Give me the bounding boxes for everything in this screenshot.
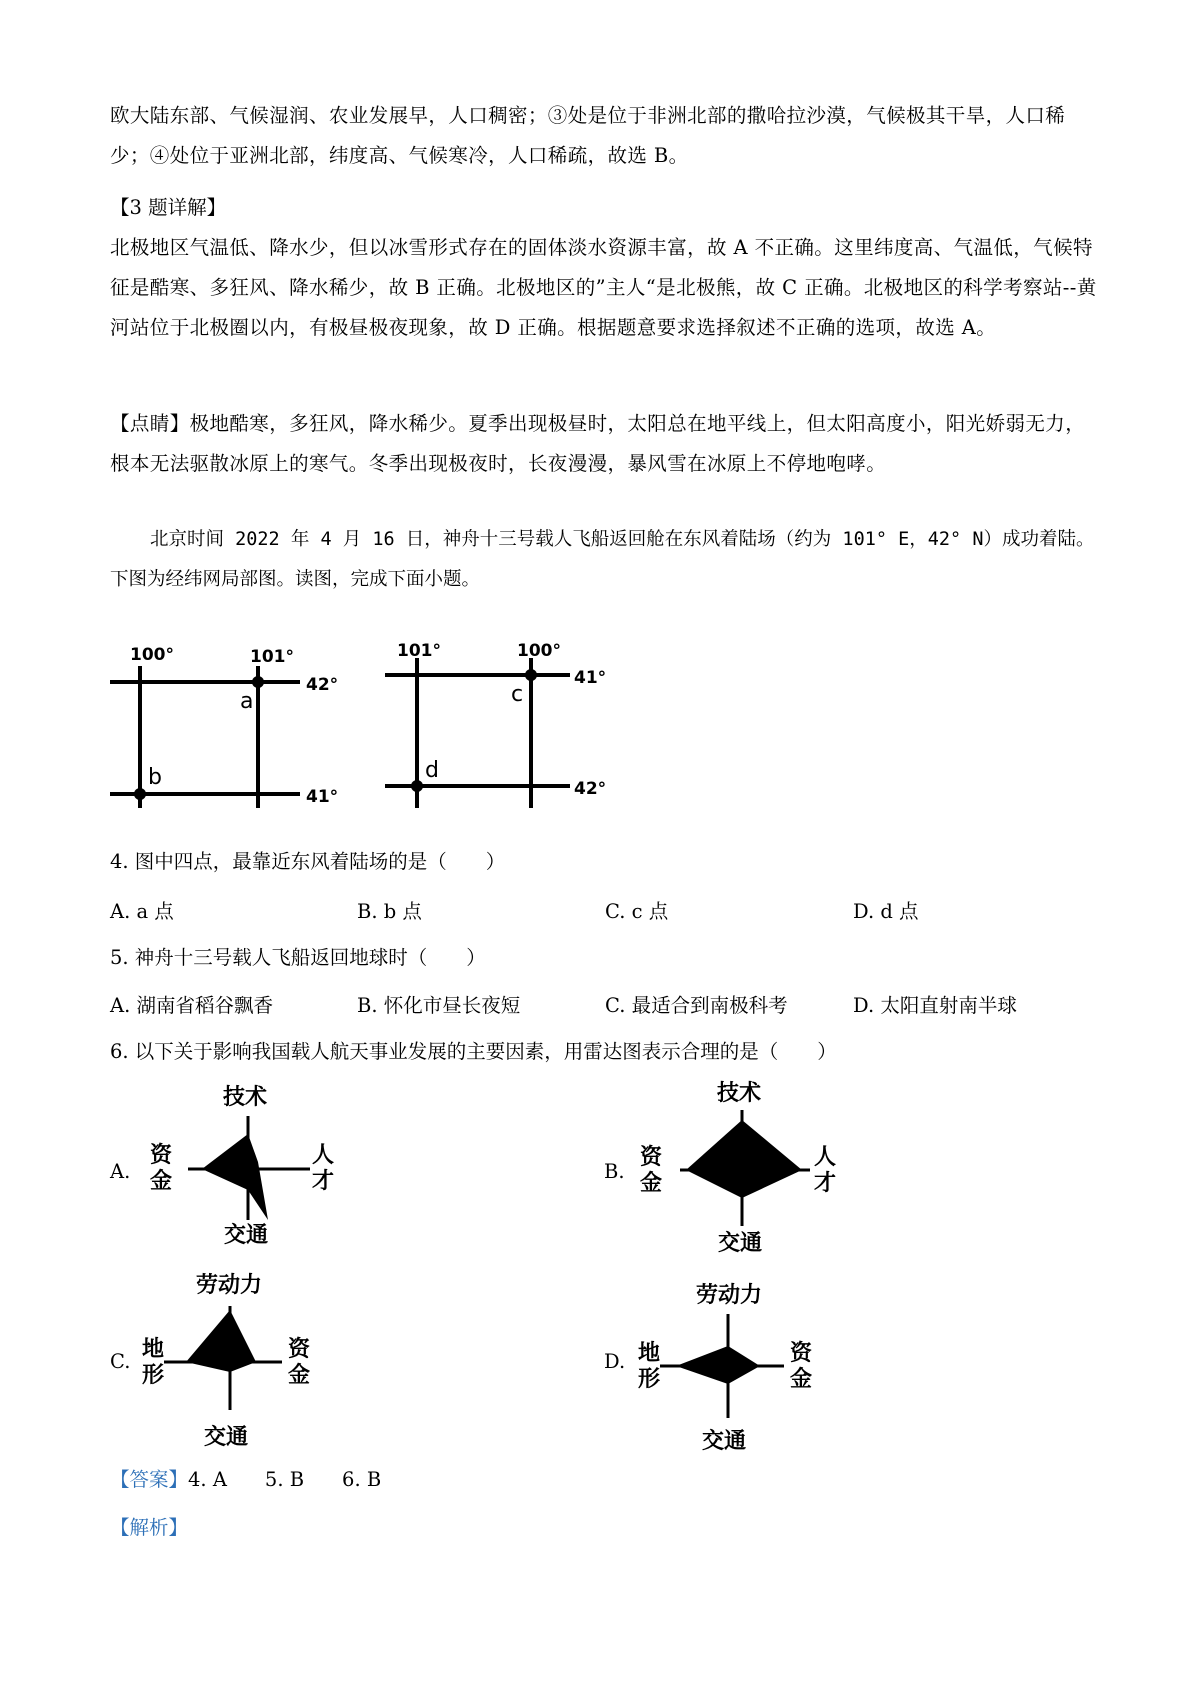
radar-chart-c bbox=[140, 1270, 340, 1450]
radar-d-left-1: 地 bbox=[638, 1341, 661, 1366]
answer-label: 【答案】 bbox=[110, 1468, 189, 1491]
radar-c-bottom: 交通 bbox=[204, 1425, 249, 1450]
radar-a-left-1: 资 bbox=[150, 1143, 173, 1168]
q5-option-a: A. 湖南省稻谷飘香 bbox=[110, 994, 273, 1017]
radar-chart-b bbox=[634, 1078, 844, 1258]
q4-option-d: D. d 点 bbox=[853, 900, 919, 923]
radar-a-top: 技术 bbox=[223, 1085, 268, 1110]
radar-b-top: 技术 bbox=[717, 1081, 762, 1106]
radar-c-left-2: 形 bbox=[142, 1363, 165, 1388]
q3-explanation: 北极地区气温低、降水少，但以冰雪形式存在的固体淡水资源丰富，故 A 不正确。这里纬度高、气温低，气候特征是酷寒、多狂风、降水稀少，故 B 正确。北极地区的”主人“是北极熊，故 C 正确。北极地区的科学考察站--黄河站位于北极圈以内，有极昼极夜现象，故 D 正确。根据题意要求选择叙述不正确的选项，故选 A。 bbox=[110, 236, 1097, 339]
lat-lon-grid-1 bbox=[110, 638, 350, 808]
radar-c-top: 劳动力 bbox=[196, 1273, 263, 1298]
radar-chart-a bbox=[140, 1082, 340, 1252]
q4-stem: 4. 图中四点，最靠近东风着陆场的是（ ） bbox=[110, 850, 506, 873]
q3-heading: 【3 题详解】 bbox=[110, 196, 227, 219]
radar-d-letter: D. bbox=[604, 1350, 626, 1373]
radar-d-right-1: 资 bbox=[790, 1341, 813, 1366]
radar-a-left-2: 金 bbox=[150, 1169, 173, 1194]
grid2-lon-left: 101° bbox=[397, 641, 441, 661]
radar-d-bottom: 交通 bbox=[702, 1429, 747, 1454]
answer-6: 6. B bbox=[342, 1468, 382, 1491]
point-b-label: b bbox=[148, 765, 162, 790]
point-c-label: c bbox=[511, 682, 524, 707]
q5-option-c: C. 最适合到南极科考 bbox=[605, 994, 788, 1017]
grid1-lon-left: 100° bbox=[130, 645, 174, 665]
radar-a-bottom: 交通 bbox=[224, 1223, 269, 1248]
radar-a-right-1: 人 bbox=[312, 1143, 335, 1168]
radar-b-bottom: 交通 bbox=[718, 1231, 763, 1256]
question-stem: 北京时间 2022 年 4 月 16 日，神舟十三号载人飞船返回舱在东风着陆场（约为 101° E，42° N）成功着陆。下图为经纬网局部图。读图，完成下面小题。 bbox=[110, 529, 1095, 590]
point-a-label: a bbox=[240, 689, 254, 714]
q4-option-b: B. b 点 bbox=[357, 900, 422, 923]
point-d-label: d bbox=[425, 758, 439, 783]
q4-option-c: C. c 点 bbox=[605, 900, 669, 923]
radar-b-right-1: 人 bbox=[814, 1145, 837, 1170]
answer-line bbox=[110, 1464, 381, 1492]
q4-option-a: A. a 点 bbox=[110, 900, 174, 923]
radar-a-right-2: 才 bbox=[312, 1169, 335, 1194]
radar-b-right-2: 才 bbox=[814, 1171, 837, 1196]
dianjing-note: 【点睛】极地酷寒，多狂风，降水稀少。夏季出现极昼时，太阳总在地平线上，但太阳高度小，阳光娇弱无力，根本无法驱散冰原上的寒气。冬季出现极夜时，长夜漫漫，暴风雪在冰原上不停地咆哮。 bbox=[110, 412, 1086, 475]
answer-5: 5. B bbox=[264, 1468, 305, 1491]
radar-b-letter: B. bbox=[604, 1160, 625, 1183]
q6-stem: 6. 以下关于影响我国载人航天事业发展的主要因素，用雷达图表示合理的是（ ） bbox=[110, 1040, 837, 1063]
radar-c-right-1: 资 bbox=[288, 1337, 311, 1362]
radar-c-right-2: 金 bbox=[288, 1363, 311, 1388]
lat-lon-grid-2 bbox=[385, 638, 625, 808]
grid2-lat-top: 41° bbox=[574, 668, 607, 688]
analysis-label: 【解析】 bbox=[110, 1516, 189, 1539]
q5-option-d: D. 太阳直射南半球 bbox=[853, 994, 1017, 1017]
grid1-lat-bottom: 41° bbox=[306, 787, 339, 807]
grid2-lon-right: 100° bbox=[517, 641, 561, 661]
radar-d-right-2: 金 bbox=[790, 1367, 813, 1392]
q5-stem: 5. 神舟十三号载人飞船返回地球时（ ） bbox=[110, 946, 486, 969]
radar-d-top: 劳动力 bbox=[696, 1283, 763, 1308]
radar-c-letter: C. bbox=[110, 1350, 131, 1373]
q5-option-b: B. 怀化市昼长夜短 bbox=[357, 994, 521, 1017]
grid1-lat-top: 42° bbox=[306, 675, 339, 695]
radar-b-left-2: 金 bbox=[640, 1171, 663, 1196]
radar-d-left-2: 形 bbox=[638, 1367, 661, 1392]
radar-a-letter: A. bbox=[110, 1160, 131, 1183]
radar-c-left-1: 地 bbox=[142, 1337, 165, 1362]
answer-4: 4. A bbox=[188, 1468, 227, 1491]
grid2-lat-bottom: 42° bbox=[574, 779, 607, 799]
radar-chart-d bbox=[634, 1280, 844, 1460]
grid1-lon-right: 101° bbox=[250, 647, 294, 667]
radar-b-left-1: 资 bbox=[640, 1145, 663, 1170]
intro-paragraph: 欧大陆东部、气候湿润、农业发展早，人口稠密；③处是位于非洲北部的撒哈拉沙漠，气候极其干旱，人口稀少；④处位于亚洲北部，纬度高、气候寒冷，人口稀疏，故选 B。 bbox=[110, 104, 1066, 167]
